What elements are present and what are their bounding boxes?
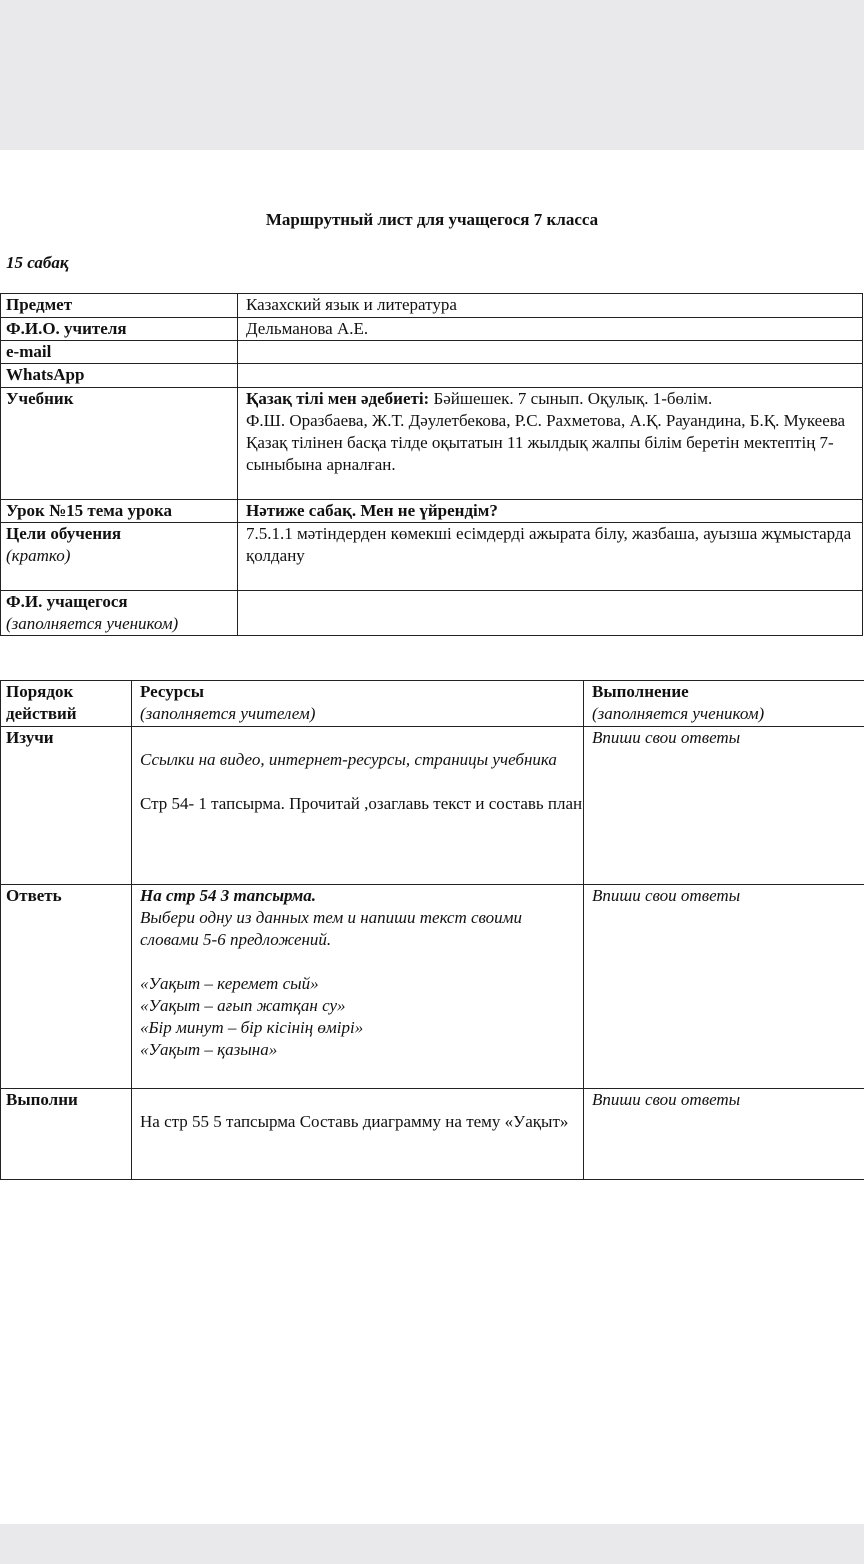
table-row <box>1 318 863 341</box>
resource-diagram-task: На стр 55 5 тапсырма Составь диаграмму на тему «Уақыт» <box>140 1112 569 1131</box>
textbook-title: Қазақ тілі мен әдебиеті: <box>246 389 430 408</box>
goals-label-cell <box>1 523 238 591</box>
table-header-row <box>1 681 864 727</box>
table-row <box>1 523 863 591</box>
resource-answer <box>132 885 584 1089</box>
goals-sublabel: (кратко) <box>6 546 71 565</box>
topic-label: Урок №15 тема урока <box>1 500 238 523</box>
topic-value: Нәтиже сабақ. Мен не үйрендім? <box>238 500 863 523</box>
resource-do <box>132 1089 584 1180</box>
resource-study <box>132 727 584 885</box>
table-row <box>1 294 863 318</box>
textbook-line1: Бәйшешек. 7 сынып. Оқулық. 1-бөлім. <box>429 389 713 408</box>
table-row <box>1 885 864 1089</box>
header-execution-sub: (заполняется учеником) <box>592 704 765 723</box>
answer-field[interactable]: Впиши свои ответы <box>584 885 864 1089</box>
textbook-authors: Ф.Ш. Оразбаева, Ж.Т. Дәулетбекова, Р.С. Рахметова, А.Қ. Рауандина, Б.Қ. Мукеева <box>246 411 846 430</box>
document-title: Маршрутный лист для учащегося 7 класса <box>265 210 599 229</box>
lesson-number: 15 сабақ <box>6 253 69 272</box>
textbook-description: Қазақ тілінен басқа тілде оқытатын 11 жылдық жалпы білім беретін мектептің 7-сыныбына арналған. <box>246 433 834 474</box>
header-resources: Ресурсы <box>140 682 205 701</box>
goals-value: 7.5.1.1 мәтіндерден көмекші есімдерді ажырата білу, жазбаша, ауызша жұмыстарда қолдану <box>238 523 863 591</box>
whatsapp-label: WhatsApp <box>1 364 238 388</box>
student-label: Ф.И. учащегося <box>6 592 128 611</box>
topic-item: «Уақыт – ағып жатқан су» <box>140 996 346 1015</box>
table-row <box>1 388 863 500</box>
header-execution: Выполнение <box>592 682 689 701</box>
topic-item: «Уақыт – қазына» <box>140 1040 278 1059</box>
topic-item: «Уақыт – керемет сый» <box>140 974 319 993</box>
table-row <box>1 591 863 636</box>
teacher-value: Дельманова А.Е. <box>238 318 863 341</box>
header-execution-cell <box>584 681 864 727</box>
textbook-label: Учебник <box>1 388 238 500</box>
goals-label: Цели обучения <box>6 524 122 543</box>
subject-value: Казахский язык и литература <box>238 294 863 318</box>
tasks-table <box>0 680 864 1180</box>
student-sublabel: (заполняется учеником) <box>6 614 179 633</box>
table-row <box>1 341 863 364</box>
student-label-cell <box>1 591 238 636</box>
whatsapp-value <box>238 364 863 388</box>
bottom-margin-band <box>0 1524 864 1564</box>
header-resources-sub: (заполняется учителем) <box>140 704 316 723</box>
table-row <box>1 500 863 523</box>
info-table <box>0 293 863 636</box>
resource-links: Ссылки на видео, интернет-ресурсы, страницы учебника <box>140 750 557 769</box>
email-label: e-mail <box>1 341 238 364</box>
student-name-field[interactable] <box>238 591 863 636</box>
table-row <box>1 727 864 885</box>
top-margin-band <box>0 0 864 150</box>
table-row <box>1 1089 864 1180</box>
action-answer: Ответь <box>1 885 132 1089</box>
resource-task: Стр 54- 1 тапсырма. Прочитай ,озаглавь текст и составь план <box>140 794 583 813</box>
resource-instruction: Выбери одну из данных тем и напиши текст своими словами 5-6 предложений. <box>140 908 523 949</box>
header-actions: Порядок действий <box>1 681 132 727</box>
email-value <box>238 341 863 364</box>
teacher-label: Ф.И.О. учителя <box>1 318 238 341</box>
resource-heading: На стр 54 3 тапсырма. <box>140 886 317 905</box>
topic-item: «Бір минут – бір кісінің өмірі» <box>140 1018 364 1037</box>
answer-field[interactable]: Впиши свои ответы <box>584 1089 864 1180</box>
table-row <box>1 364 863 388</box>
header-resources-cell <box>132 681 584 727</box>
action-study: Изучи <box>1 727 132 885</box>
action-do: Выполни <box>1 1089 132 1180</box>
subject-label: Предмет <box>1 294 238 318</box>
answer-field[interactable]: Впиши свои ответы <box>584 727 864 885</box>
textbook-value <box>238 388 863 500</box>
